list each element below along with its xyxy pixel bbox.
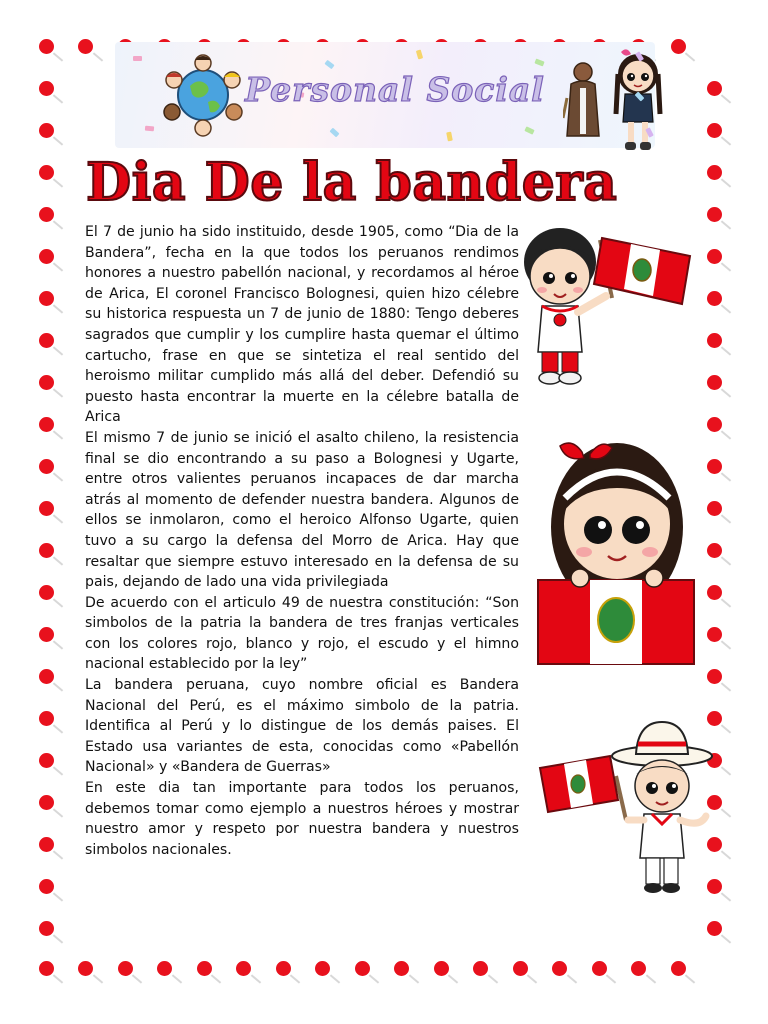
border-dash [721, 640, 731, 649]
border-dot [513, 961, 528, 976]
border-dash [721, 472, 731, 481]
border-dash [53, 850, 63, 859]
border-dot [707, 291, 722, 306]
border-dash [448, 974, 458, 983]
border-dash [53, 556, 63, 565]
border-dot [707, 669, 722, 684]
border-dash [721, 850, 731, 859]
border-dot [707, 627, 722, 642]
confetti [145, 126, 154, 132]
border-dot [434, 961, 449, 976]
border-dash [721, 724, 731, 733]
border-dot [707, 375, 722, 390]
border-dash [645, 974, 655, 983]
border-dash [721, 514, 731, 523]
border-dash [721, 682, 731, 691]
border-dash [92, 52, 102, 61]
border-dash [721, 430, 731, 439]
border-dash [171, 974, 181, 983]
border-dash [721, 136, 731, 145]
border-dot [39, 501, 54, 516]
border-dot [78, 961, 93, 976]
border-dash [721, 178, 731, 187]
border-dot [707, 249, 722, 264]
border-dash [53, 472, 63, 481]
border-dash [53, 682, 63, 691]
confetti [416, 49, 423, 59]
border-dash [685, 974, 695, 983]
border-dash [92, 974, 102, 983]
confetti [324, 60, 334, 69]
girl-with-flag-icon [532, 432, 702, 667]
border-dot [707, 921, 722, 936]
border-dot [157, 961, 172, 976]
border-dash [408, 974, 418, 983]
border-dot [39, 627, 54, 642]
border-dash [53, 262, 63, 271]
border-dot [707, 459, 722, 474]
border-dot [39, 333, 54, 348]
border-dot [707, 81, 722, 96]
border-dot [707, 333, 722, 348]
border-dot [276, 961, 291, 976]
border-dash [53, 178, 63, 187]
border-dash [566, 974, 576, 983]
border-dot [39, 711, 54, 726]
border-dot [707, 123, 722, 138]
border-dash [721, 766, 731, 775]
border-dot [39, 669, 54, 684]
border-dot [315, 961, 330, 976]
border-dot [236, 961, 251, 976]
border-dot [39, 795, 54, 810]
paragraph: La bandera peruana, cuyo nombre oficial es Bandera Nacional del Perú, es el máximo simbolo de la patria. Identifica al Perú y lo distingue de los demás paises. El Estado usa variantes de esta, conocidas como «Pabellón Nacional» y «Bandera de Guerras» [85, 677, 519, 776]
border-dash [53, 94, 63, 103]
border-dot [39, 921, 54, 936]
border-dot [197, 961, 212, 976]
border-dot [39, 249, 54, 264]
confetti [446, 132, 453, 142]
saint-martin-de-porres-icon [563, 58, 603, 138]
border-dot [39, 39, 54, 54]
border-dash [369, 974, 379, 983]
border-dash [721, 262, 731, 271]
border-dot [39, 165, 54, 180]
border-dot [39, 543, 54, 558]
border-dot [39, 837, 54, 852]
border-dash [53, 892, 63, 901]
border-dot [707, 585, 722, 600]
border-dash [721, 94, 731, 103]
body-text [85, 222, 519, 860]
border-dot [39, 585, 54, 600]
border-dot [39, 375, 54, 390]
paragraph: De acuerdo con el articulo 49 de nuestra constitución: “Son simbolos de la patria la bandera de tres franjas verticales con los colores rojo, blanco y rojo, el escudo y el himno nacional establecido por la ley” [85, 594, 519, 673]
border-dash [53, 934, 63, 943]
border-dash [685, 52, 695, 61]
confetti [534, 59, 544, 67]
border-dash [250, 974, 260, 983]
border-dash [53, 766, 63, 775]
border-dot [118, 961, 133, 976]
border-dash [53, 724, 63, 733]
border-dash [721, 220, 731, 229]
border-dot [39, 961, 54, 976]
border-dash [721, 388, 731, 397]
border-dot [707, 207, 722, 222]
border-dot [707, 501, 722, 516]
border-dash [53, 304, 63, 313]
border-dot [39, 291, 54, 306]
paragraph: El mismo 7 de junio se inició el asalto chileno, la resistencia final se dio encontrando a su paso a Bolognesi y Ugarte, entre otros valientes peruanos incapaces de dar marcha atrás al momento de defender nuestra bandera. Algunos de ellos se inmolaron, como el heroico Alfonso Ugarte, quien tuvo a su cargo la defensa del Morro de Arica. Hay que resaltar que siempre estuvo interesado en la defensa de su pais, dejando de lado una vida privilegiada [85, 429, 519, 591]
border-dot [78, 39, 93, 54]
border-dash [721, 808, 731, 817]
boy-with-hat-and-flag-icon [538, 716, 718, 896]
border-dot [39, 123, 54, 138]
border-dash [721, 304, 731, 313]
border-dot [355, 961, 370, 976]
border-dash [290, 974, 300, 983]
globe-children-icon [158, 50, 248, 140]
confetti [524, 126, 534, 134]
border-dash [721, 346, 731, 355]
border-dash [53, 808, 63, 817]
border-dash [721, 892, 731, 901]
border-dot [39, 81, 54, 96]
border-dash [53, 640, 63, 649]
border-dash [487, 974, 497, 983]
border-dash [721, 598, 731, 607]
border-dash [53, 514, 63, 523]
border-dot [39, 459, 54, 474]
border-dash [53, 220, 63, 229]
girl-character-icon [609, 44, 667, 156]
banner-title: Personal Social [245, 70, 545, 109]
confetti [329, 128, 339, 138]
border-dash [53, 346, 63, 355]
boy-with-flag-icon [520, 212, 705, 392]
border-dot [39, 879, 54, 894]
border-dash [721, 556, 731, 565]
border-dot [631, 961, 646, 976]
border-dot [707, 543, 722, 558]
border-dash [53, 974, 63, 983]
border-dot [39, 207, 54, 222]
border-dot [671, 39, 686, 54]
border-dash [53, 598, 63, 607]
border-dot [707, 417, 722, 432]
border-dot [707, 165, 722, 180]
confetti [133, 56, 142, 61]
border-dot [552, 961, 567, 976]
border-dash [132, 974, 142, 983]
border-dot [394, 961, 409, 976]
border-dash [606, 974, 616, 983]
border-dot [39, 417, 54, 432]
border-dash [211, 974, 221, 983]
border-dash [721, 934, 731, 943]
border-dash [53, 52, 63, 61]
border-dot [592, 961, 607, 976]
page-title: Dia De la bandera [86, 152, 618, 213]
paragraph: El 7 de junio ha sido instituido, desde 1905, como “Dia de la Bandera”, fecha en la que todos los peruanos rendimos honores a nuestro pabellón nacional, y recordamos al héroe de Arica, El coronel Francisco Bolognesi, quien hizo célebre su historica respuesta un 7 de junio de 1880: Tengo deberes sagrados que cumplir y los cumplire hasta quemar el último cartucho, frase en que se sintetiza el real sentido del heroismo militar cumplido más allá del deber. Defendió su puesto hasta encontrar la muerte en la célebre batalla de Arica [85, 224, 519, 426]
border-dot [39, 753, 54, 768]
border-dot [671, 961, 686, 976]
border-dash [527, 974, 537, 983]
border-dash [53, 430, 63, 439]
border-dash [53, 388, 63, 397]
border-dot [473, 961, 488, 976]
border-dash [53, 136, 63, 145]
border-dash [329, 974, 339, 983]
paragraph: En este dia tan importante para todos los peruanos, debemos tomar como ejemplo a nuestros héroes y mostrar nuestro amor y respeto por nuestra bandera y nuestros simbolos nacionales. [85, 780, 519, 858]
